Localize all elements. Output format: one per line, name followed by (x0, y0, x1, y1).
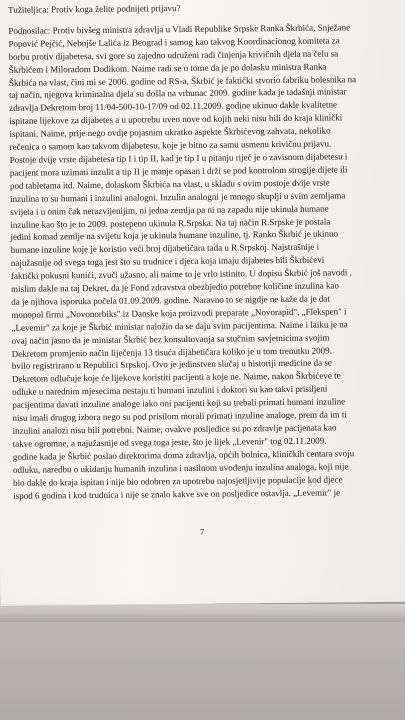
text-line: Dekretom promjenio način liječenja 13 tisuća dijabetičara koliko je u tom trenutku 2009. (11, 345, 332, 359)
text-line: takve ogromne, a najužasnije od svega toga jeste, što je lijek „Levenir" tog 02.11.2009. (12, 435, 327, 449)
text-line: svijeta i u onim čak nerazvijenijim, ni jedna zemlja pa ni na zapadu nije ukinula humane (10, 203, 329, 217)
text-line: zdravlja Dekretom broj 11/04-500-10-17/09 od 02.11.2009. godine ukinuo dakle kvalitetne (9, 99, 337, 114)
text-line: pacijentima davati inzuline analoge iako oni pacijenti koji su trebali primati humani inzuline (12, 396, 346, 411)
text-line: odluke u narednim mjesecima nestaju ti humani inzulini i doktori su kao takvi prisiljeni (12, 383, 328, 398)
text-line: „Levemir" za koje je Škrbić ministar naložio da se daju svim pacijentima. Naime i laiku je na (11, 319, 348, 333)
text-line: rečenica o samom kao takvom dijabetesu, koje je bitno za samu usmenu krivičnu prijavu. (9, 138, 332, 152)
text-line: Popović Pejčić, Nebojše Lalića iz Beograd i samog kao takvog Koordinacionog komiteta za (8, 35, 340, 49)
text-line: da je njihova isporuka počela 01.09.2009. godine. Naravno to se nigdje ne kaže da je dat (11, 293, 330, 307)
question-line: Tužiteljica: Protiv koga želite podnijeti prijavu? (8, 3, 181, 15)
text-line: Škrbića na vlast, čini mi se 2006. godine od RS-a, Škrbić je faktički stvorio fabriku bolesnika na (8, 73, 357, 88)
text-line: Dekretom odlučuje koje će lijekove koristiti pacijenti a koje ne. Naime, nakon Škrbićeve te (11, 370, 341, 385)
text-line: odluku, naredbu o ukidanju humanih inzulina i nasilnom uvođenju inzulina analoga, koji nije (12, 461, 349, 475)
text-line: ispitani. Naime, prije nego ovdje pojasnim ukratko aspekte Škrbićevog zahvata, nekoliko (9, 125, 331, 140)
text-line: Podnosilac: Protiv bivšeg ministra zdravlja u Vladi Republike Srpske Ranka Škrbića, Snježane (8, 22, 351, 36)
text-line: nisu imali drugog izbora nego su pod prisilom morali primati inzuline analoge, prem da im ti (12, 409, 347, 423)
text-line: borbu protiv dijabetesa, svi gore su zajedno udruženi radi činjenja krivičnih djela na čelu sa (8, 48, 339, 62)
text-line: faktički pokusni kunići, zvuči užasno, ali naime to je vrlo istinito. U dopisu Škrbić još navodi , (10, 267, 352, 281)
text-line: monopol firmi „Novonorbiks" iz Danske koja proizvodi preparate „Novorapid", „Flekspen" i (11, 306, 347, 320)
text-line: humane inzuline koje je koristio veći broj dijabetičara tada u R.Srpskoj. Najstrašnije i (10, 241, 320, 256)
text-line: pod tabletama itd. Naime, dolaskom Škrbića na vlast, u skladu s ovim postoje dvije vrste (9, 177, 330, 191)
body-text (8, 21, 395, 503)
text-line: pacijent mora uzimati inzulit a tip II je manje opasan i drži se pod kontrolom strogije dijete ili (9, 164, 348, 178)
page-number: 7 (199, 526, 205, 537)
table-surface (0, 590, 405, 720)
text-line: ispitane lijekove za dijabetes a u upotrebu uveo nove od kojih neki nisu bili do kraja klinički (9, 112, 343, 127)
text-line: jedini komad zemlje na svijetu koja je ukinula humane inzuline, tj. Ranko Škrbić je ukinuo (10, 228, 338, 243)
text-line: inzuline kao što je to 2009. postepeno ukinula R.Srpska. Na taj način R.Srpske je postala (10, 215, 331, 230)
text-line: godine kada je Škrbić poslao direktorima doma zdravlja, općih bolnica, kliničkih centara svoju (12, 448, 355, 462)
text-line: bvilo registrirano u Republici Srpskoj. Ovo je jedinstven slučaj u historiji medicine da se (11, 357, 332, 372)
text-line: inzulina to su humani i inzulini analogni. Inzulin analogni je mnogo skuplji u svim zemljama (10, 190, 346, 204)
text-line: mislim dakle na taj Dekret, da je Fond zdravstva obezbjedio potrebne količine inzulina kao (11, 280, 340, 294)
text-line: Škrbićem i Miloradom Dodikom. Naime radi se o tome da je po dolasku ministra Ranka (8, 61, 327, 75)
text-line: bio dakle do kraja ispitan i nije bio odobren za upotrebu najosjetljivije populacije kod djece (13, 474, 343, 488)
text-line: ispod 6 godina i kod trudnica i nije se znalo kakve sve on posljedice ostavlja. „Levemir" je (13, 486, 341, 501)
text-line: Postoje dvije vrste dijabetesa tip I i tip II, kad je tip I u pitanju riječ je o zavisnom dijabetesu i (9, 151, 348, 165)
document-text (8, 0, 395, 502)
text-line: inzulini analozi nisu bili potrebni. Naime, ovakve posljedice su po zdravlje pacijenata kao (12, 422, 337, 436)
text-line: ovaj način jasno da je ministar Škrbić bez konsultovanja sa stučnim savjetnicima svojim (11, 332, 330, 346)
text-line: taj način, njegova kriminalna djela su došla na vrhunac 2009. godine kada je tadašnji ministar (8, 86, 347, 101)
text-line: najužasnije od svega toga jest što su trudnice i djeca koja imaju dijabetes bili Škrbićevi (10, 254, 325, 269)
